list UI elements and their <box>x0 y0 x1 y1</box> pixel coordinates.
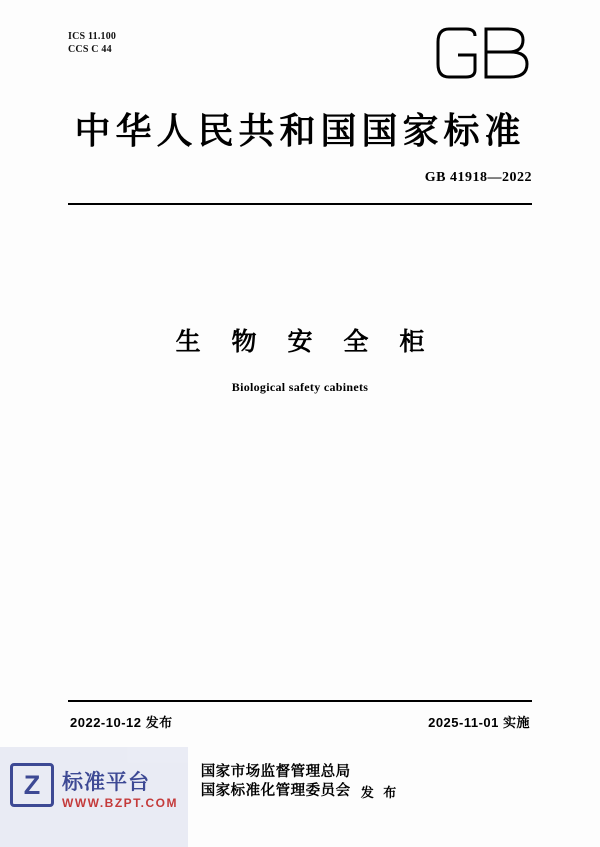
document-title-zh: 生 物 安 全 柜 <box>175 328 437 356</box>
watermark-site-name: 标准平台 <box>62 771 150 794</box>
issuer-line-1: 国家市场监督管理总局 <box>200 764 351 780</box>
issuer-names <box>201 763 351 801</box>
ccs-code: CCS C 44 <box>68 44 112 55</box>
page-title: 中华人民共和国国家标准 <box>74 110 526 151</box>
watermark-site-url: WWW.BZPT.COM <box>62 796 178 810</box>
standard-number: GB 41918—2022 <box>424 170 532 185</box>
divider-top <box>68 203 532 205</box>
ics-code: ICS 11.100 <box>68 31 117 42</box>
watermark-logo-icon: Z <box>10 763 54 807</box>
issuer-line-2: 国家标准化管理委员会 <box>200 783 351 799</box>
issuer-verb: 发 布 <box>360 784 400 800</box>
divider-bottom <box>68 700 532 702</box>
issue-date: 2022-10-12 发布 <box>70 715 173 730</box>
implementation-date: 2025-11-01 实施 <box>428 715 530 730</box>
gb-emblem-icon <box>428 22 538 84</box>
watermark <box>0 747 188 847</box>
classification-codes <box>68 30 116 56</box>
document-title-en: Biological safety cabinets <box>231 380 369 394</box>
